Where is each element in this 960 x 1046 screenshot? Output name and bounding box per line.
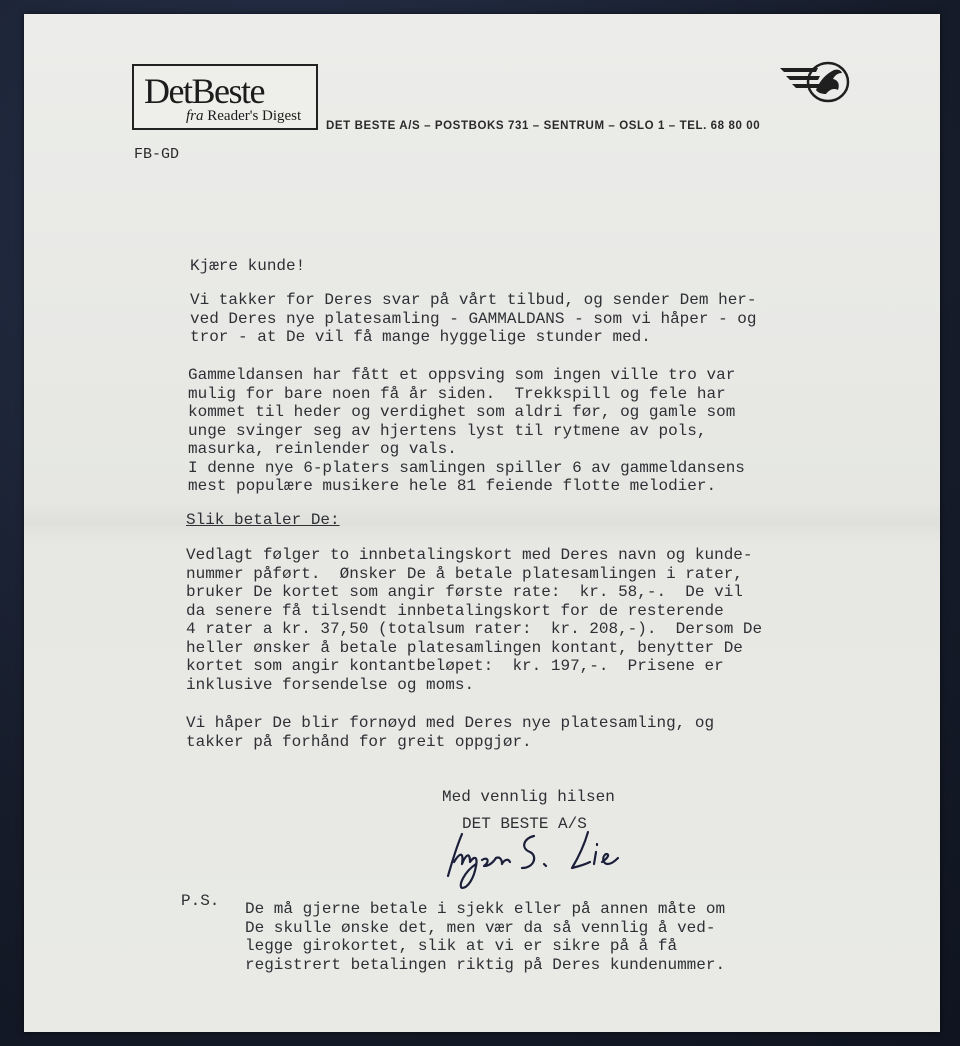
reference-code: FB-GD	[134, 146, 180, 163]
greeting: Kjære kunde!	[190, 257, 306, 275]
paragraph-thanks: Vi takker for Deres svar på vårt tilbud, og sender Dem her- ved Deres nye platesamling - GAMMALDANS - som vi håper - og tror - at De vil få mange hyggelige stunder med.	[190, 291, 757, 346]
logo-title: DetBeste	[144, 71, 264, 111]
postscript: De må gjerne betale i sjekk eller på annen måte om De skulle ønske det, men vær da så vennlig å ved- legge girokortet, slik at vi er sikre på å få registrert betalingen riktig på Deres kundenummer.	[245, 900, 726, 974]
handwritten-signature	[438, 822, 628, 900]
paragraph-payment: Vedlagt følger to innbetalingskort med Deres navn og kunde- nummer påført. Ønsker De å betale platesamlingen i rater, bruker De kortet som angir første rate: kr. 58,-. De vil da senere få tilsendt innbetalingskort for de resterende 4 rater a kr. 37,50 (totalsum rater: kr. 208,-). Dersom De heller ønsker å betale platesamlingen kontant, benytter De kortet som angir kontantbeløpet: kr. 197,-. Prisene er inklusive forsendelse og moms.	[186, 546, 763, 694]
logo-subtitle-readers-digest: Reader's Digest	[207, 108, 302, 124]
ps-label: P.S.	[181, 892, 220, 910]
pegasus-icon	[778, 60, 852, 104]
det-beste-logo	[132, 64, 318, 130]
payment-heading: Slik betaler De:	[186, 511, 340, 529]
paragraph-closing-note: Vi håper De blir fornøyd med Deres nye platesamling, og takker på forhånd for greit oppgjør.	[186, 714, 715, 751]
company-name: DET BESTE A/S	[462, 815, 587, 833]
paragraph-gammeldans: Gammeldansen har fått et oppsving som ingen ville tro var mulig for bare noen få år siden. Trekkspill og fele har kommet til heder og verdighet som aldri før, og gamle som unge svinger seg av hjertens lyst til rytmene av pols, masurka, reinlender og vals. I denne nye 6-platers samlingen spiller 6 av gammeldansens mest populære musikere hele 81 feiende flotte melodier.	[188, 366, 745, 495]
letterhead-address: DET BESTE A/S – POSTBOKS 731 – SENTRUM – OSLO 1 – TEL. 68 80 00	[326, 120, 761, 132]
logo-subtitle-fra: fra	[186, 108, 204, 124]
closing-salutation: Med vennlig hilsen	[442, 788, 615, 806]
logo-subtitle	[186, 108, 301, 125]
